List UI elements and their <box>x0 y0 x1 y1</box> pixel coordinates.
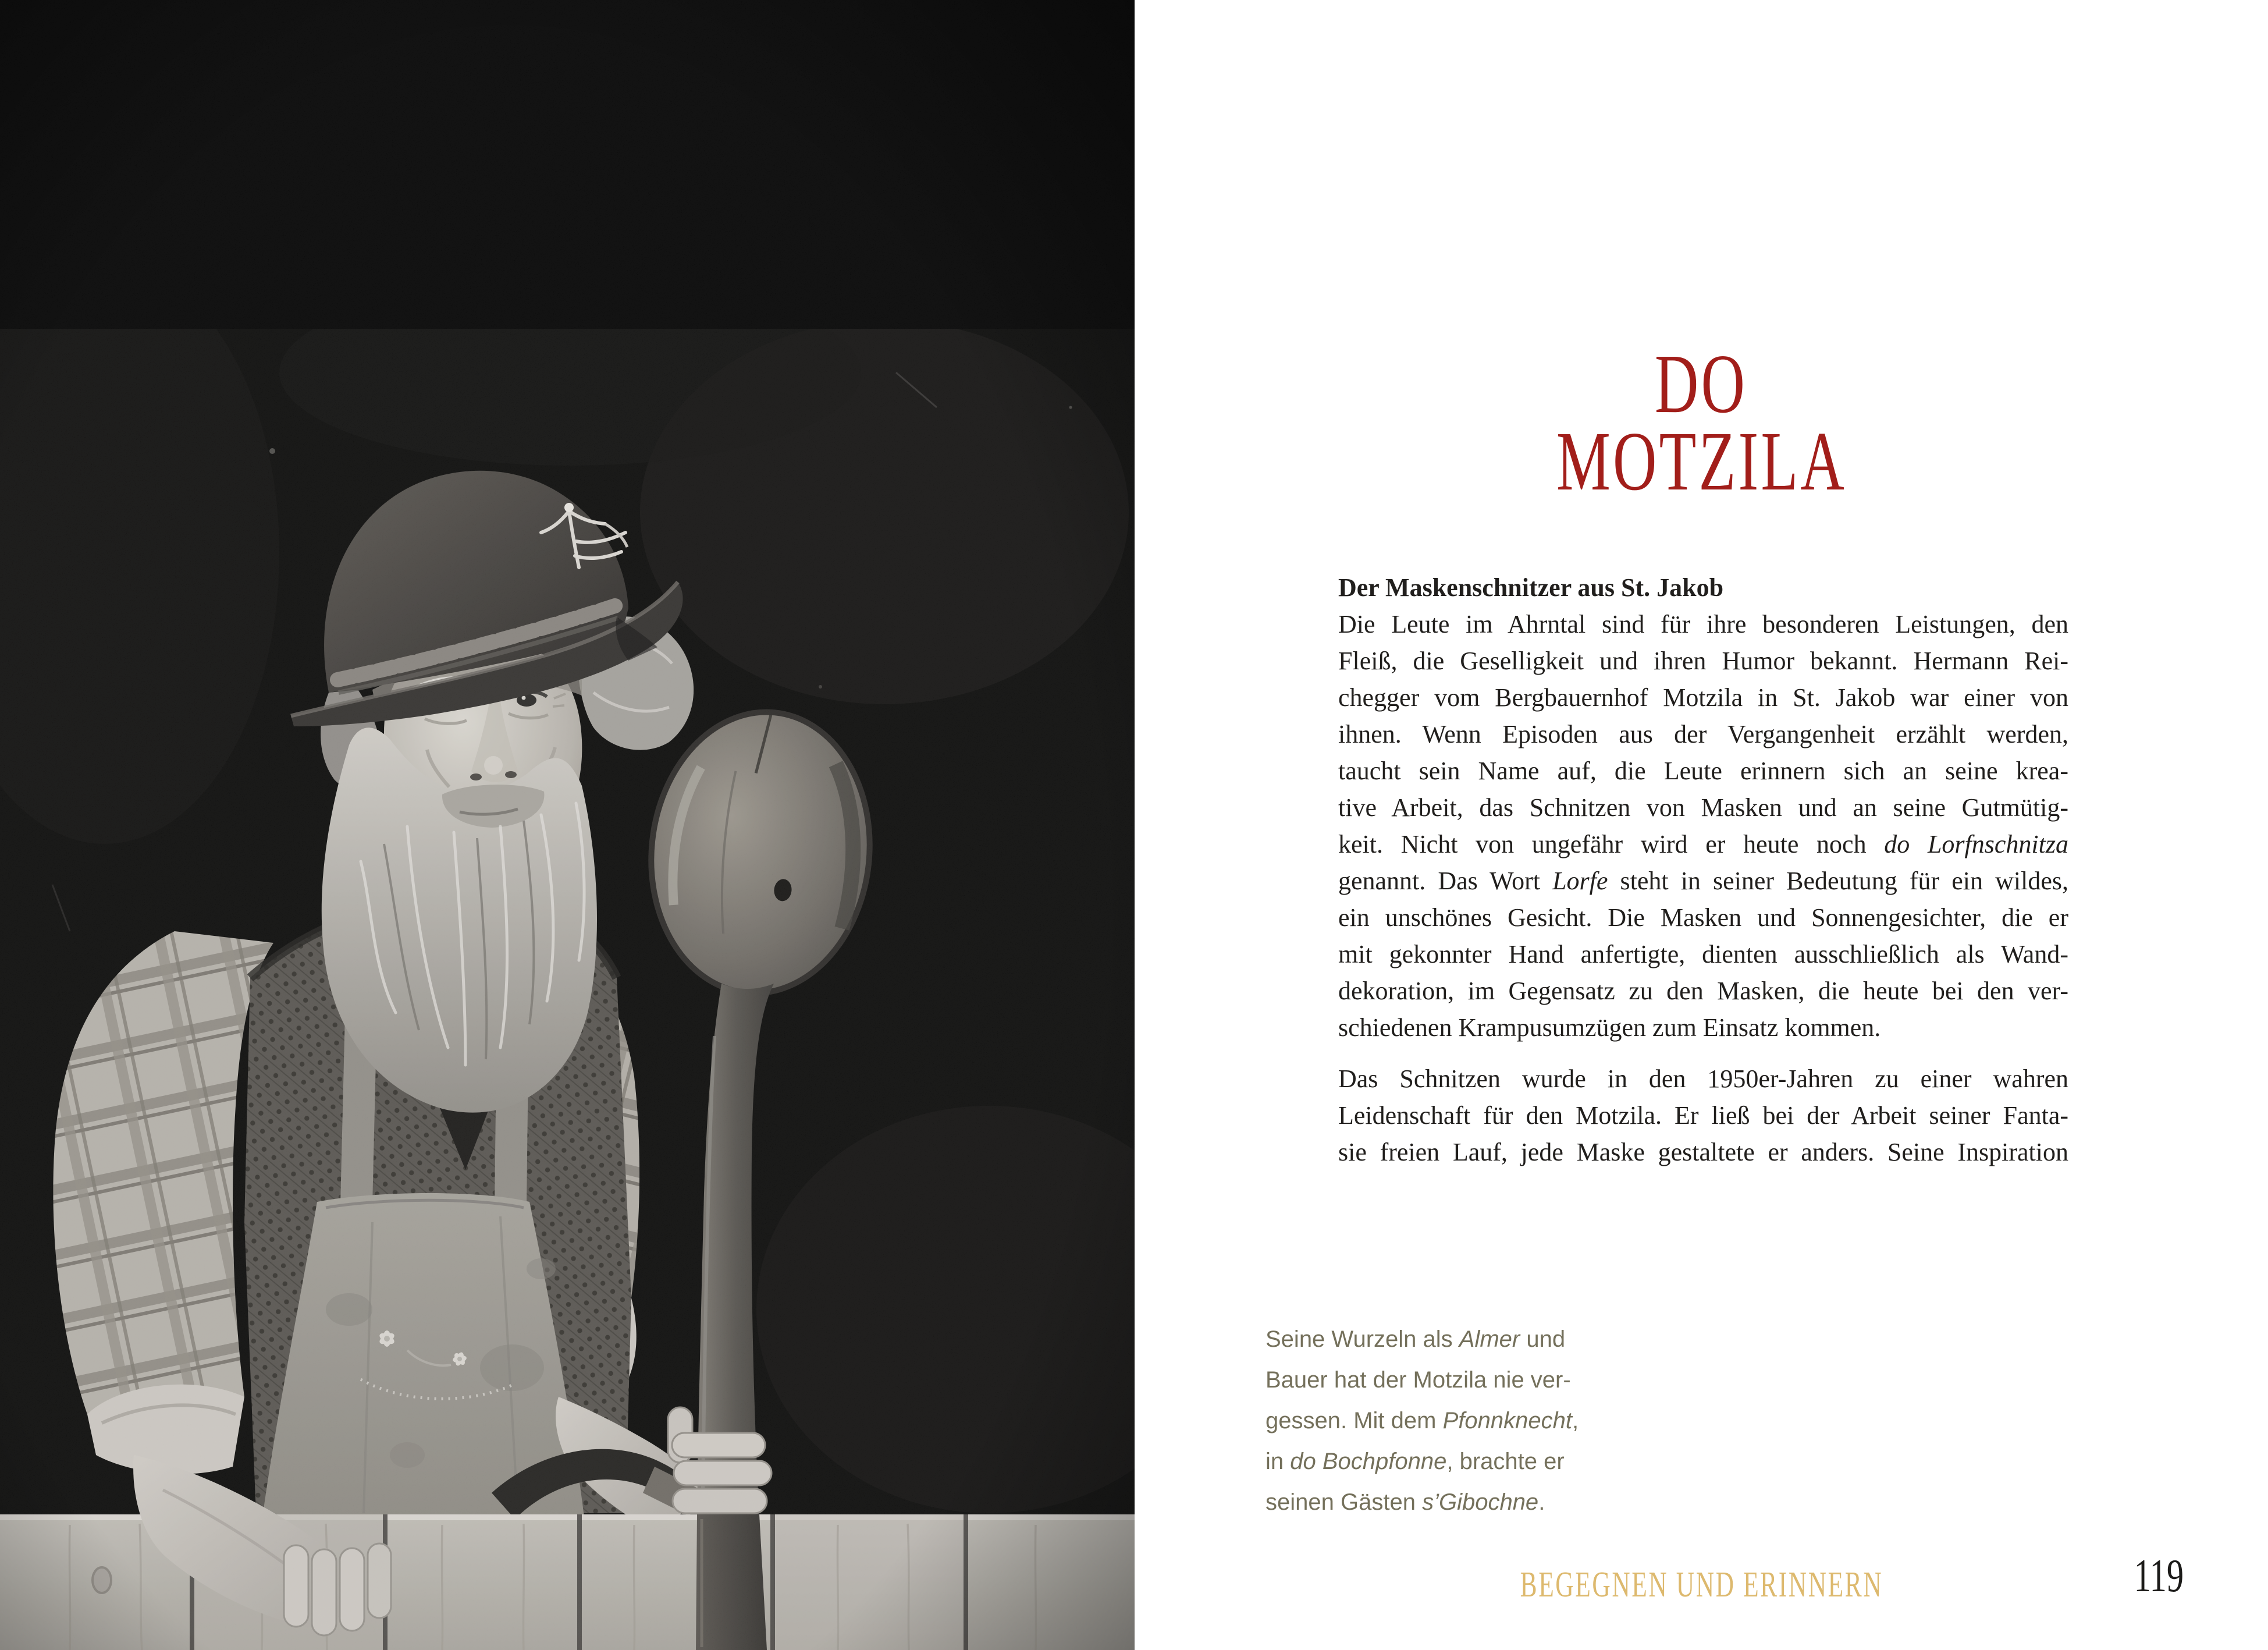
text-line: genannt. Das Wort Lorfe steht in seiner Bedeutung für ein wildes, <box>1338 867 2068 895</box>
page-number: 119 <box>2134 1550 2184 1602</box>
text-line: taucht sein Name auf, die Leute erinnern sich an seine krea- <box>1338 757 2068 785</box>
body-paragraph-1 <box>1338 606 2068 1046</box>
text-line: tive Arbeit, das Schnitzen von Masken und an seine Gutmütig- <box>1338 793 2068 822</box>
text-line: mit gekonnter Hand anfertigte, dienten ausschließlich als Wand- <box>1338 940 2068 968</box>
title-line-1: DO <box>1655 338 1748 431</box>
text-line: Die Leute im Ahrntal sind für ihre besonderen Leistungen, den <box>1338 610 2068 638</box>
right-page <box>1135 0 2268 1650</box>
title-line-2: MOTZILA <box>1556 415 1847 508</box>
text-line: ein unschönes Gesicht. Die Masken und Sonnengesichter, die er <box>1338 903 2068 932</box>
text-line: Leidenschaft für den Motzila. Er ließ bei der Arbeit seiner Fanta- <box>1338 1101 2068 1130</box>
text-line: chegger vom Bergbauernhof Motzila in St. Jakob war einer von <box>1338 683 2068 712</box>
text-line: in do Bochpfonne, brachte er <box>1265 1449 1565 1474</box>
text-line: Seine Wurzeln als Almer und <box>1265 1326 1566 1352</box>
text-line: Das Schnitzen wurde in den 1950er-Jahren zu einer wahren <box>1338 1064 2068 1093</box>
text-line: ihnen. Wenn Episoden aus der Vergangenheit erzählt werden, <box>1338 720 2068 748</box>
margin-caption <box>1265 1319 1650 1523</box>
text-line: gessen. Mit dem Pfonnknecht, <box>1265 1408 1579 1433</box>
text-line: seinen Gästen s’Gibochne. <box>1265 1489 1545 1515</box>
text-line: dekoration, im Gegensatz zu den Masken, die heute bei den ver- <box>1338 977 2068 1005</box>
article-heading: Der Maskenschnitzer aus St. Jakob <box>1338 573 1724 602</box>
section-footer-label: BEGEGNEN UND ERINNERN <box>1520 1565 1883 1605</box>
text-line: Fleiß, die Geselligkeit und ihren Humor bekannt. Hermann Rei- <box>1338 647 2068 675</box>
body-paragraph-2 <box>1338 1060 2068 1170</box>
text-line: sie freien Lauf, jede Maske gestaltete er anders. Seine Inspiration <box>1338 1138 2068 1166</box>
page-title <box>1135 338 2268 508</box>
text-line: keit. Nicht von ungefähr wird er heute noch do Lorfnschnitza <box>1338 830 2068 858</box>
text-line: Bauer hat der Motzila nie ver- <box>1265 1367 1571 1393</box>
text-line: schiedenen Krampusumzügen zum Einsatz kommen. <box>1338 1013 1881 1042</box>
section-footer-title <box>1135 1567 2268 1603</box>
